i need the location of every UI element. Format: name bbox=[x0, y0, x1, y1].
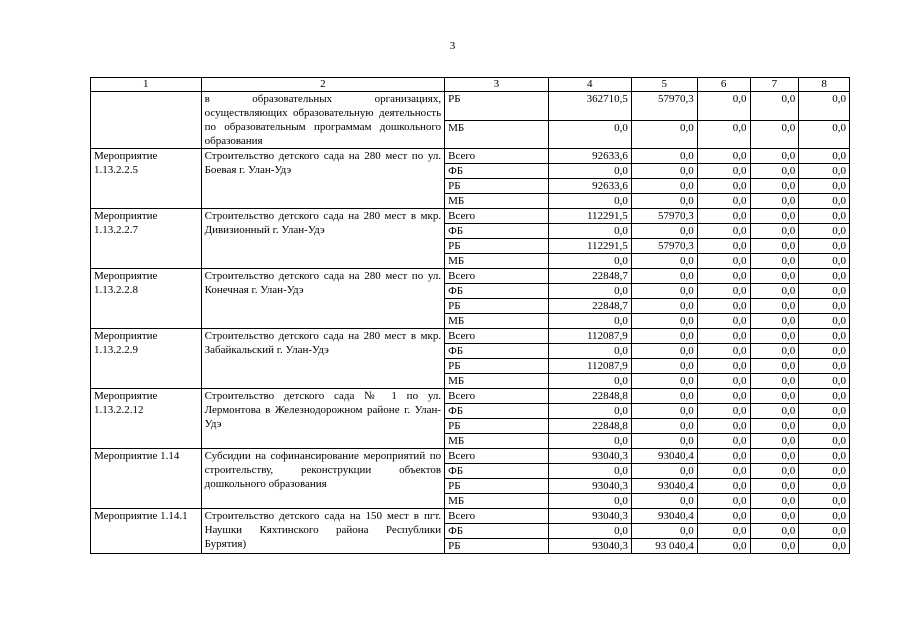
amount-cell: 0,0 bbox=[631, 254, 697, 269]
amount-cell: 0,0 bbox=[799, 92, 850, 121]
amount-cell: 0,0 bbox=[750, 524, 799, 539]
amount-cell: 0,0 bbox=[697, 120, 750, 149]
amount-cell: 0,0 bbox=[799, 329, 850, 344]
description-cell: Строительство детского сада на 150 мест в пгт. Наушки Кяхтинского района Республики Бурятия) bbox=[201, 509, 445, 554]
amount-cell: 0,0 bbox=[697, 494, 750, 509]
funding-source-cell: ФБ bbox=[445, 344, 549, 359]
amount-cell: 0,0 bbox=[697, 419, 750, 434]
amount-cell: 0,0 bbox=[697, 344, 750, 359]
funding-source-cell: РБ bbox=[445, 359, 549, 374]
amount-cell: 0,0 bbox=[697, 269, 750, 284]
amount-cell: 0,0 bbox=[697, 404, 750, 419]
measure-cell: Мероприятие 1.14.1 bbox=[91, 509, 202, 554]
funding-source-cell: МБ bbox=[445, 434, 549, 449]
amount-cell: 0,0 bbox=[799, 269, 850, 284]
amount-cell: 0,0 bbox=[799, 449, 850, 464]
amount-cell: 0,0 bbox=[750, 209, 799, 224]
funding-source-cell: РБ bbox=[445, 179, 549, 194]
amount-cell: 0,0 bbox=[799, 479, 850, 494]
amount-cell: 0,0 bbox=[631, 329, 697, 344]
funding-source-cell: РБ bbox=[445, 239, 549, 254]
table-row bbox=[91, 389, 850, 404]
funding-source-cell: Всего bbox=[445, 269, 549, 284]
amount-cell: 0,0 bbox=[631, 344, 697, 359]
amount-cell: 93040,3 bbox=[548, 449, 631, 464]
amount-cell: 0,0 bbox=[631, 434, 697, 449]
amount-cell: 0,0 bbox=[750, 92, 799, 121]
amount-cell: 0,0 bbox=[799, 539, 850, 554]
amount-cell: 0,0 bbox=[631, 359, 697, 374]
amount-cell: 0,0 bbox=[697, 464, 750, 479]
amount-cell: 0,0 bbox=[750, 314, 799, 329]
page-number: 3 bbox=[449, 40, 456, 52]
funding-source-cell: МБ bbox=[445, 314, 549, 329]
amount-cell: 0,0 bbox=[697, 254, 750, 269]
amount-cell: 0,0 bbox=[750, 434, 799, 449]
amount-cell: 0,0 bbox=[750, 149, 799, 164]
amount-cell: 0,0 bbox=[631, 224, 697, 239]
funding-source-cell: МБ bbox=[445, 374, 549, 389]
column-number: 3 bbox=[445, 78, 549, 92]
funding-source-cell: ФБ bbox=[445, 464, 549, 479]
description-cell: Строительство детского сада на 280 мест в мкр. Дивизионный г. Улан-Удэ bbox=[201, 209, 445, 269]
amount-cell: 0,0 bbox=[750, 120, 799, 149]
amount-cell: 0,0 bbox=[799, 359, 850, 374]
amount-cell: 0,0 bbox=[697, 359, 750, 374]
amount-cell: 92633,6 bbox=[548, 179, 631, 194]
amount-cell: 0,0 bbox=[750, 479, 799, 494]
column-number: 8 bbox=[799, 78, 850, 92]
funding-source-cell: МБ bbox=[445, 254, 549, 269]
amount-cell: 112087,9 bbox=[548, 329, 631, 344]
amount-cell: 93040,4 bbox=[631, 479, 697, 494]
amount-cell: 0,0 bbox=[631, 464, 697, 479]
amount-cell: 0,0 bbox=[548, 254, 631, 269]
amount-cell: 0,0 bbox=[799, 284, 850, 299]
amount-cell: 0,0 bbox=[697, 479, 750, 494]
amount-cell: 0,0 bbox=[697, 179, 750, 194]
measure-cell: Мероприятие 1.13.2.2.8 bbox=[91, 269, 202, 329]
amount-cell: 0,0 bbox=[548, 120, 631, 149]
funding-source-cell: РБ bbox=[445, 299, 549, 314]
description-cell: Строительство детского сада на 280 мест по ул. Боевая г. Улан-Удэ bbox=[201, 149, 445, 209]
amount-cell: 0,0 bbox=[799, 434, 850, 449]
amount-cell: 0,0 bbox=[750, 254, 799, 269]
amount-cell: 0,0 bbox=[799, 494, 850, 509]
amount-cell: 0,0 bbox=[799, 404, 850, 419]
amount-cell: 0,0 bbox=[750, 359, 799, 374]
amount-cell: 0,0 bbox=[750, 374, 799, 389]
amount-cell: 0,0 bbox=[697, 209, 750, 224]
funding-source-cell: РБ bbox=[445, 419, 549, 434]
amount-cell: 0,0 bbox=[799, 239, 850, 254]
amount-cell: 0,0 bbox=[750, 179, 799, 194]
amount-cell: 0,0 bbox=[750, 539, 799, 554]
amount-cell: 112291,5 bbox=[548, 239, 631, 254]
amount-cell: 0,0 bbox=[631, 389, 697, 404]
amount-cell: 0,0 bbox=[631, 374, 697, 389]
amount-cell: 93040,3 bbox=[548, 479, 631, 494]
measure-cell bbox=[91, 92, 202, 149]
amount-cell: 0,0 bbox=[697, 92, 750, 121]
amount-cell: 0,0 bbox=[631, 269, 697, 284]
amount-cell: 22848,8 bbox=[548, 419, 631, 434]
amount-cell: 0,0 bbox=[697, 449, 750, 464]
table-row bbox=[91, 149, 850, 164]
amount-cell: 0,0 bbox=[750, 284, 799, 299]
amount-cell: 93040,4 bbox=[631, 509, 697, 524]
funding-source-cell: МБ bbox=[445, 494, 549, 509]
amount-cell: 0,0 bbox=[631, 179, 697, 194]
amount-cell: 0,0 bbox=[697, 329, 750, 344]
amount-cell: 0,0 bbox=[799, 389, 850, 404]
amount-cell: 57970,3 bbox=[631, 209, 697, 224]
column-number: 4 bbox=[548, 78, 631, 92]
amount-cell: 0,0 bbox=[750, 299, 799, 314]
funding-source-cell: ФБ bbox=[445, 404, 549, 419]
amount-cell: 0,0 bbox=[799, 524, 850, 539]
column-number: 6 bbox=[697, 78, 750, 92]
amount-cell: 0,0 bbox=[697, 299, 750, 314]
funding-source-cell: ФБ bbox=[445, 164, 549, 179]
amount-cell: 57970,3 bbox=[631, 92, 697, 121]
amount-cell: 0,0 bbox=[750, 404, 799, 419]
amount-cell: 0,0 bbox=[750, 464, 799, 479]
amount-cell: 0,0 bbox=[799, 194, 850, 209]
amount-cell: 0,0 bbox=[631, 524, 697, 539]
amount-cell: 22848,7 bbox=[548, 299, 631, 314]
amount-cell: 0,0 bbox=[799, 149, 850, 164]
column-number-row bbox=[91, 78, 850, 92]
amount-cell: 93040,4 bbox=[631, 449, 697, 464]
amount-cell: 0,0 bbox=[750, 194, 799, 209]
amount-cell: 0,0 bbox=[548, 164, 631, 179]
amount-cell: 0,0 bbox=[631, 419, 697, 434]
amount-cell: 22848,7 bbox=[548, 269, 631, 284]
column-number: 1 bbox=[91, 78, 202, 92]
measure-cell: Мероприятие 1.13.2.2.12 bbox=[91, 389, 202, 449]
description-cell: Строительство детского сада на 280 мест по ул. Конечная г. Улан-Удэ bbox=[201, 269, 445, 329]
amount-cell: 0,0 bbox=[799, 464, 850, 479]
funding-source-cell: ФБ bbox=[445, 524, 549, 539]
amount-cell: 0,0 bbox=[548, 494, 631, 509]
amount-cell: 112291,5 bbox=[548, 209, 631, 224]
amount-cell: 0,0 bbox=[548, 374, 631, 389]
description-cell: в образовательных организациях, осуществляющих образовательную деятельность по образовательным программам дошкольного образования bbox=[201, 92, 445, 149]
amount-cell: 93040,3 bbox=[548, 509, 631, 524]
funding-source-cell: РБ bbox=[445, 539, 549, 554]
description-cell: Строительство детского сада на 280 мест в мкр. Забайкальский г. Улан-Удэ bbox=[201, 329, 445, 389]
amount-cell: 0,0 bbox=[697, 164, 750, 179]
measure-cell: Мероприятие 1.13.2.2.7 bbox=[91, 209, 202, 269]
amount-cell: 0,0 bbox=[548, 434, 631, 449]
funding-source-cell: МБ bbox=[445, 194, 549, 209]
amount-cell: 93040,3 bbox=[548, 539, 631, 554]
amount-cell: 0,0 bbox=[799, 254, 850, 269]
amount-cell: 0,0 bbox=[631, 404, 697, 419]
amount-cell: 92633,6 bbox=[548, 149, 631, 164]
amount-cell: 0,0 bbox=[631, 314, 697, 329]
amount-cell: 0,0 bbox=[697, 194, 750, 209]
amount-cell: 0,0 bbox=[631, 120, 697, 149]
amount-cell: 0,0 bbox=[799, 344, 850, 359]
amount-cell: 0,0 bbox=[697, 524, 750, 539]
amount-cell: 362710,5 bbox=[548, 92, 631, 121]
amount-cell: 0,0 bbox=[750, 389, 799, 404]
amount-cell: 0,0 bbox=[799, 120, 850, 149]
table-row bbox=[91, 329, 850, 344]
funding-source-cell: Всего bbox=[445, 509, 549, 524]
amount-cell: 0,0 bbox=[697, 149, 750, 164]
funding-source-cell: ФБ bbox=[445, 224, 549, 239]
amount-cell: 0,0 bbox=[799, 509, 850, 524]
amount-cell: 0,0 bbox=[697, 314, 750, 329]
funding-source-cell: Всего bbox=[445, 389, 549, 404]
description-cell: Субсидии на софинансирование мероприятий по строительству, реконструкции объектов дошкольного образования bbox=[201, 449, 445, 509]
amount-cell: 0,0 bbox=[631, 494, 697, 509]
table-row bbox=[91, 209, 850, 224]
funding-source-cell: Всего bbox=[445, 209, 549, 224]
table-row bbox=[91, 92, 850, 121]
funding-source-cell: РБ bbox=[445, 479, 549, 494]
amount-cell: 0,0 bbox=[750, 494, 799, 509]
amount-cell: 0,0 bbox=[750, 449, 799, 464]
funding-source-cell: МБ bbox=[445, 120, 549, 149]
amount-cell: 0,0 bbox=[697, 284, 750, 299]
amount-cell: 0,0 bbox=[750, 509, 799, 524]
amount-cell: 0,0 bbox=[548, 224, 631, 239]
budget-table bbox=[90, 77, 850, 554]
amount-cell: 57970,3 bbox=[631, 239, 697, 254]
amount-cell: 0,0 bbox=[799, 314, 850, 329]
measure-cell: Мероприятие 1.13.2.2.5 bbox=[91, 149, 202, 209]
amount-cell: 0,0 bbox=[799, 374, 850, 389]
column-number: 7 bbox=[750, 78, 799, 92]
amount-cell: 0,0 bbox=[631, 299, 697, 314]
amount-cell: 0,0 bbox=[631, 164, 697, 179]
column-number: 2 bbox=[201, 78, 445, 92]
amount-cell: 0,0 bbox=[750, 419, 799, 434]
amount-cell: 0,0 bbox=[548, 314, 631, 329]
measure-cell: Мероприятие 1.14 bbox=[91, 449, 202, 509]
table-row bbox=[91, 449, 850, 464]
funding-source-cell: Всего bbox=[445, 329, 549, 344]
amount-cell: 0,0 bbox=[697, 224, 750, 239]
amount-cell: 0,0 bbox=[631, 149, 697, 164]
amount-cell: 0,0 bbox=[548, 524, 631, 539]
amount-cell: 0,0 bbox=[697, 374, 750, 389]
amount-cell: 0,0 bbox=[799, 224, 850, 239]
amount-cell: 0,0 bbox=[548, 344, 631, 359]
amount-cell: 0,0 bbox=[548, 464, 631, 479]
amount-cell: 22848,8 bbox=[548, 389, 631, 404]
amount-cell: 0,0 bbox=[799, 179, 850, 194]
amount-cell: 93 040,4 bbox=[631, 539, 697, 554]
amount-cell: 0,0 bbox=[697, 239, 750, 254]
funding-source-cell: РБ bbox=[445, 92, 549, 121]
table-row bbox=[91, 509, 850, 524]
table-body bbox=[91, 92, 850, 554]
table-row bbox=[91, 269, 850, 284]
amount-cell: 0,0 bbox=[697, 509, 750, 524]
funding-source-cell: Всего bbox=[445, 149, 549, 164]
amount-cell: 0,0 bbox=[750, 344, 799, 359]
amount-cell: 0,0 bbox=[548, 194, 631, 209]
amount-cell: 0,0 bbox=[799, 299, 850, 314]
funding-source-cell: ФБ bbox=[445, 284, 549, 299]
amount-cell: 0,0 bbox=[750, 224, 799, 239]
amount-cell: 0,0 bbox=[750, 329, 799, 344]
amount-cell: 0,0 bbox=[750, 164, 799, 179]
amount-cell: 0,0 bbox=[548, 404, 631, 419]
amount-cell: 0,0 bbox=[697, 539, 750, 554]
amount-cell: 0,0 bbox=[548, 284, 631, 299]
amount-cell: 0,0 bbox=[697, 434, 750, 449]
amount-cell: 0,0 bbox=[799, 164, 850, 179]
amount-cell: 0,0 bbox=[799, 419, 850, 434]
amount-cell: 0,0 bbox=[697, 389, 750, 404]
amount-cell: 0,0 bbox=[799, 209, 850, 224]
description-cell: Строительство детского сада № 1 по ул. Лермонтова в Железнодорожном районе г. Улан-Удэ bbox=[201, 389, 445, 449]
amount-cell: 0,0 bbox=[631, 194, 697, 209]
amount-cell: 0,0 bbox=[631, 284, 697, 299]
measure-cell: Мероприятие 1.13.2.2.9 bbox=[91, 329, 202, 389]
column-number: 5 bbox=[631, 78, 697, 92]
amount-cell: 0,0 bbox=[750, 239, 799, 254]
amount-cell: 112087,9 bbox=[548, 359, 631, 374]
amount-cell: 0,0 bbox=[750, 269, 799, 284]
funding-source-cell: Всего bbox=[445, 449, 549, 464]
